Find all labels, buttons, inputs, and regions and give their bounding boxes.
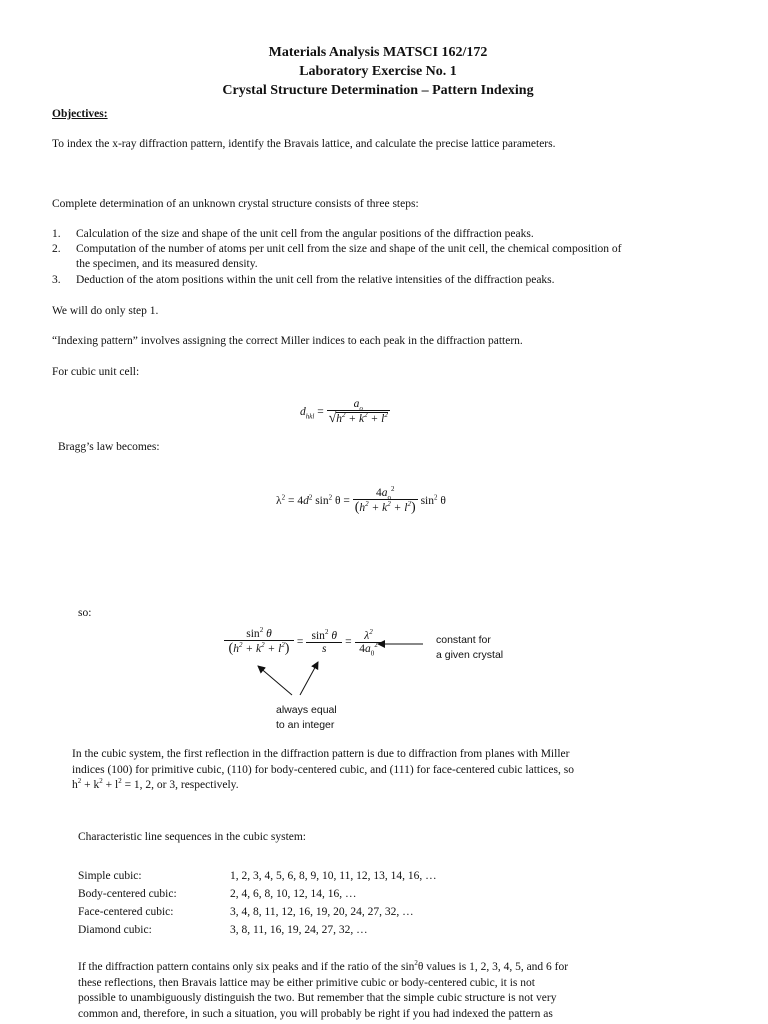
- sequence-row-fcc: [78, 903, 437, 921]
- sequence-row-simple: [78, 867, 437, 885]
- so-text: so:: [78, 607, 92, 619]
- sequence-label: Face-centered cubic:: [78, 906, 174, 918]
- final-para-line3: possible to unambiguously distinguish the two. But remember that the simple cubic structure is not very: [78, 992, 557, 1004]
- step-number-3: 3.: [52, 274, 61, 286]
- label-integer-line2: to an integer: [276, 719, 335, 731]
- indexing-text: “Indexing pattern” involves assigning the correct Miller indices to each peak in the diffraction pattern.: [52, 335, 523, 347]
- doc-title-topic: Crystal Structure Determination – Pattern Indexing: [222, 83, 534, 98]
- doc-title-exercise: Laboratory Exercise No. 1: [299, 64, 457, 79]
- equation-ratio: $\frac{\sin^2 \theta}{(h^2 + k^2 + l^2)}$ = $\frac{\sin^2 \theta}{s}$ = $\frac{\lambda^2}{4a_0^2}$: [224, 628, 383, 657]
- final-para-line1: If the diffraction pattern contains only six peaks and if the ratio of the $\sin^2\theta$ values is 1, 2, 3, 4, 5, and 6 for: [78, 959, 569, 973]
- step-text-2-cont: the specimen, and its measured density.: [76, 258, 258, 270]
- label-integer-line1: always equal: [276, 704, 337, 716]
- cubic-text: For cubic unit cell:: [52, 366, 140, 378]
- step-number-1: 1.: [52, 228, 61, 240]
- sequence-values: 2, 4, 6, 8, 10, 12, 14, 16, …: [230, 888, 357, 900]
- doc-title-course: Materials Analysis MATSCI 162/172: [268, 45, 488, 60]
- step-number-2: 2.: [52, 243, 61, 255]
- step-text-1: Calculation of the size and shape of the unit cell from the angular positions of the diffraction peaks.: [76, 228, 534, 240]
- sequences-table: [78, 867, 437, 939]
- cubic-para-line2: indices (100) for primitive cubic, (110) for body-centered cubic, and (111) for face-centered cubic lattices, so: [72, 764, 574, 776]
- sequence-values: 3, 4, 8, 11, 12, 16, 19, 20, 24, 27, 32, …: [230, 906, 414, 918]
- bragg-text: Bragg’s law becomes:: [58, 441, 160, 453]
- sequence-row-diamond: [78, 921, 437, 939]
- step1-note: We will do only step 1.: [52, 305, 159, 317]
- intro-text: Complete determination of an unknown crystal structure consists of three steps:: [52, 198, 419, 210]
- final-para-line1-b: θ values is 1, 2, 3, 4, 5, and 6 for: [417, 961, 569, 973]
- step-text-3: Deduction of the atom positions within the unit cell from the relative intensities of the diffraction peaks.: [76, 274, 555, 286]
- cubic-para-line3: $h^2 + k^2 + l^2 = 1$, 2, or 3, respectively.: [72, 777, 239, 791]
- step-text-2: Computation of the number of atoms per unit cell from the size and shape of the unit cell, the chemical composition of: [76, 243, 622, 255]
- sequence-row-bcc: [78, 885, 437, 903]
- final-para-line1-a: If the diffraction pattern contains only six peaks and if the ratio of the sin: [78, 961, 415, 973]
- objectives-text: To index the x-ray diffraction pattern, identify the Bravais lattice, and calculate the precise lattice parameters.: [52, 138, 556, 150]
- sequence-label: Body-centered cubic:: [78, 888, 177, 900]
- sequence-values: 1, 2, 3, 4, 5, 6, 8, 9, 10, 11, 12, 13, 14, 16, …: [230, 870, 437, 882]
- label-constant-crystal: [436, 633, 503, 663]
- arrow-to-hkl-sum: [258, 666, 292, 695]
- equation-dhkl: $d_{hkl}$ = $\frac{a_o}{√h^2 + k^2 + l^2}$: [300, 398, 388, 426]
- cubic-para-line1: In the cubic system, the first reflection in the diffraction pattern is due to diffraction from planes with Miller: [72, 748, 570, 760]
- final-para-line2: these reflections, then Bravais lattice may be either primitive cubic or body-centered cubic, it is not: [78, 977, 535, 989]
- arrow-to-s: [300, 662, 318, 695]
- equation-arrows: [230, 620, 450, 700]
- final-para-line4: common and, therefore, in such a situation, you will probably be right if you had indexed the pattern as: [78, 1008, 553, 1020]
- sequences-heading: Characteristic line sequences in the cubic system:: [78, 831, 307, 843]
- sequence-values: 3, 8, 11, 16, 19, 24, 27, 32, …: [230, 924, 368, 936]
- label-constant-line2: a given crystal: [436, 649, 504, 661]
- sequence-label: Simple cubic:: [78, 870, 142, 882]
- label-constant-line1: constant for: [436, 634, 491, 646]
- equation-bragg-cubic: $\lambda^2 = 4d^2$ $\sin^2 \theta$ = $\frac{4a_o^2}{(h^2 + k^2 + l^2)}$ $\sin^2 \theta$: [276, 485, 446, 515]
- sequence-label: Diamond cubic:: [78, 924, 152, 936]
- objectives-heading: Objectives:: [52, 108, 108, 120]
- label-integer: [276, 703, 337, 733]
- cubic-para-line3-suffix: = 1, 2, or 3, respectively.: [121, 779, 239, 791]
